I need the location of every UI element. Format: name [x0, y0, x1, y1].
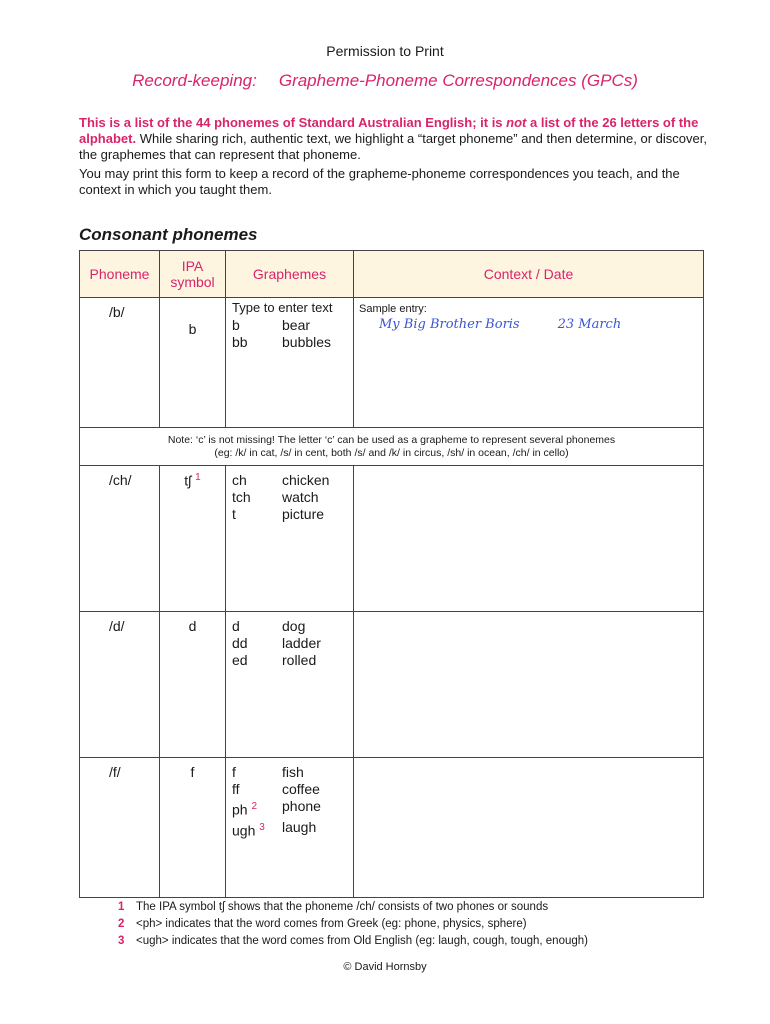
table-header-row [80, 251, 704, 298]
page-title [0, 71, 770, 91]
note-line2: (eg: /k/ in cat, /s/ in cent, both /s/ and /k/ in circus, /sh/ in ocean, /ch/ in cello) [214, 446, 569, 459]
example-word: rolled [282, 652, 317, 668]
header-ipa-line1: IPA [181, 258, 204, 274]
graphemes-cell[interactable] [226, 298, 354, 428]
table-row [80, 466, 704, 612]
intro-pink-b: a list of the 26 letters of the alphabet. [79, 115, 699, 146]
example-word: chicken [282, 472, 330, 488]
grapheme: t [232, 506, 236, 522]
grapheme: ff [232, 781, 240, 797]
example-word: ladder [282, 635, 321, 651]
header-ipa-line2: symbol [170, 274, 215, 290]
grapheme [232, 819, 282, 840]
grapheme: f [232, 764, 236, 780]
copyright: © David Hornsby [343, 961, 427, 973]
example-word: picture [282, 506, 325, 522]
footnote-text: The IPA symbol tʃ shows that the phoneme /ch/ consists of two phones or sounds [136, 901, 549, 913]
grapheme: ed [232, 652, 248, 668]
ipa-cell: d [160, 612, 226, 758]
footnote-text: <ph> indicates that the word comes from Greek (eg: phone, physics, sphere) [136, 918, 527, 930]
example-word: fish [282, 764, 304, 780]
ipa-symbol: tʃ [184, 472, 192, 489]
header-graphemes: Graphemes [226, 251, 354, 298]
note-cell [80, 428, 704, 466]
context-cell[interactable] [354, 758, 704, 898]
sample-text: My Big Brother Boris [379, 317, 520, 332]
graphemes-cell[interactable] [226, 466, 354, 612]
ipa-cell [160, 466, 226, 612]
phoneme-cell: /d/ [80, 612, 160, 758]
example-word: bear [282, 317, 311, 333]
example-word: dog [282, 618, 306, 634]
note-line1: Note: ‘c’ is not missing! The letter ‘c’ can be used as a grapheme to represent several phonemes [167, 433, 616, 446]
phoneme-cell: /b/ [80, 298, 160, 428]
grapheme-line [232, 489, 353, 506]
grapheme: bb [232, 334, 248, 350]
grapheme-line [232, 819, 353, 840]
example-word: watch [282, 489, 319, 505]
graphemes-cell[interactable] [226, 758, 354, 898]
footnote-number: 3 [118, 935, 125, 947]
grapheme: d [232, 618, 240, 634]
header-phoneme: Phoneme [80, 251, 160, 298]
intro-not: not [506, 115, 527, 130]
note-row [80, 428, 704, 466]
grapheme-line [232, 635, 353, 652]
table-row [80, 612, 704, 758]
ipa-cell: f [160, 758, 226, 898]
grapheme-line [232, 764, 353, 781]
title-right: Grapheme-Phoneme Correspondences (GPCs) [278, 71, 638, 90]
print-note: You may print this form to keep a record of the grapheme-phoneme correspondences you teach, and the context in which you taught them. [79, 166, 680, 197]
grapheme: tch [232, 489, 251, 505]
header-context: Context / Date [354, 251, 704, 298]
example-word: laugh [282, 818, 317, 835]
grapheme: dd [232, 635, 248, 651]
grapheme-line [232, 781, 353, 798]
phoneme-cell: /ch/ [80, 466, 160, 612]
example-word: phone [282, 798, 321, 814]
permission-line: Permission to Print [326, 43, 444, 59]
footnote-number: 2 [118, 918, 125, 930]
context-cell[interactable] [354, 466, 704, 612]
grapheme-line [232, 317, 353, 334]
footnote [118, 916, 527, 933]
footnote-ref: 3 [259, 821, 265, 833]
grapheme-text: ugh [232, 822, 256, 839]
sample-label: Sample entry: [359, 303, 427, 315]
footnote-text: <ugh> indicates that the word comes from Old English (eg: laugh, cough, tough, enough) [136, 935, 588, 947]
grapheme-line [232, 798, 353, 819]
sample-entry [379, 317, 703, 332]
grapheme-line [232, 506, 353, 523]
grapheme-line [232, 618, 353, 635]
grapheme [232, 798, 282, 819]
grapheme-line [232, 334, 353, 351]
type-hint: Type to enter text [232, 300, 333, 315]
title-left: Record-keeping: [132, 71, 257, 90]
ipa-cell: b [160, 298, 226, 428]
graphemes-cell[interactable] [226, 612, 354, 758]
footnote [118, 899, 548, 916]
footnote-ref: 1 [195, 472, 201, 483]
table-row [80, 758, 704, 898]
grapheme-text: ph [232, 801, 248, 818]
grapheme: ch [232, 472, 247, 488]
intro-pink-a: This is a list of the 44 phonemes of Standard Australian English; it is [79, 115, 507, 130]
footnote [118, 933, 588, 950]
example-word: bubbles [282, 334, 332, 350]
context-cell[interactable] [354, 612, 704, 758]
sample-date: 23 March [557, 317, 622, 332]
example-word: coffee [282, 781, 320, 797]
intro-rest: While sharing rich, authentic text, we highlight a “target phoneme” and then determine, or discover, the graphemes that can represent that phoneme. [79, 131, 707, 162]
section-title: Consonant phonemes [79, 225, 258, 244]
footnote-ref: 2 [251, 801, 258, 812]
grapheme: b [232, 317, 240, 333]
header-ipa [160, 251, 226, 298]
table-row [80, 298, 704, 428]
grapheme-line [232, 472, 353, 489]
grapheme-line [232, 652, 353, 669]
phoneme-cell: /f/ [80, 758, 160, 898]
context-cell[interactable] [354, 298, 704, 428]
footnote-number: 1 [118, 901, 125, 913]
gpc-table [79, 250, 704, 898]
intro-paragraph [79, 115, 719, 163]
